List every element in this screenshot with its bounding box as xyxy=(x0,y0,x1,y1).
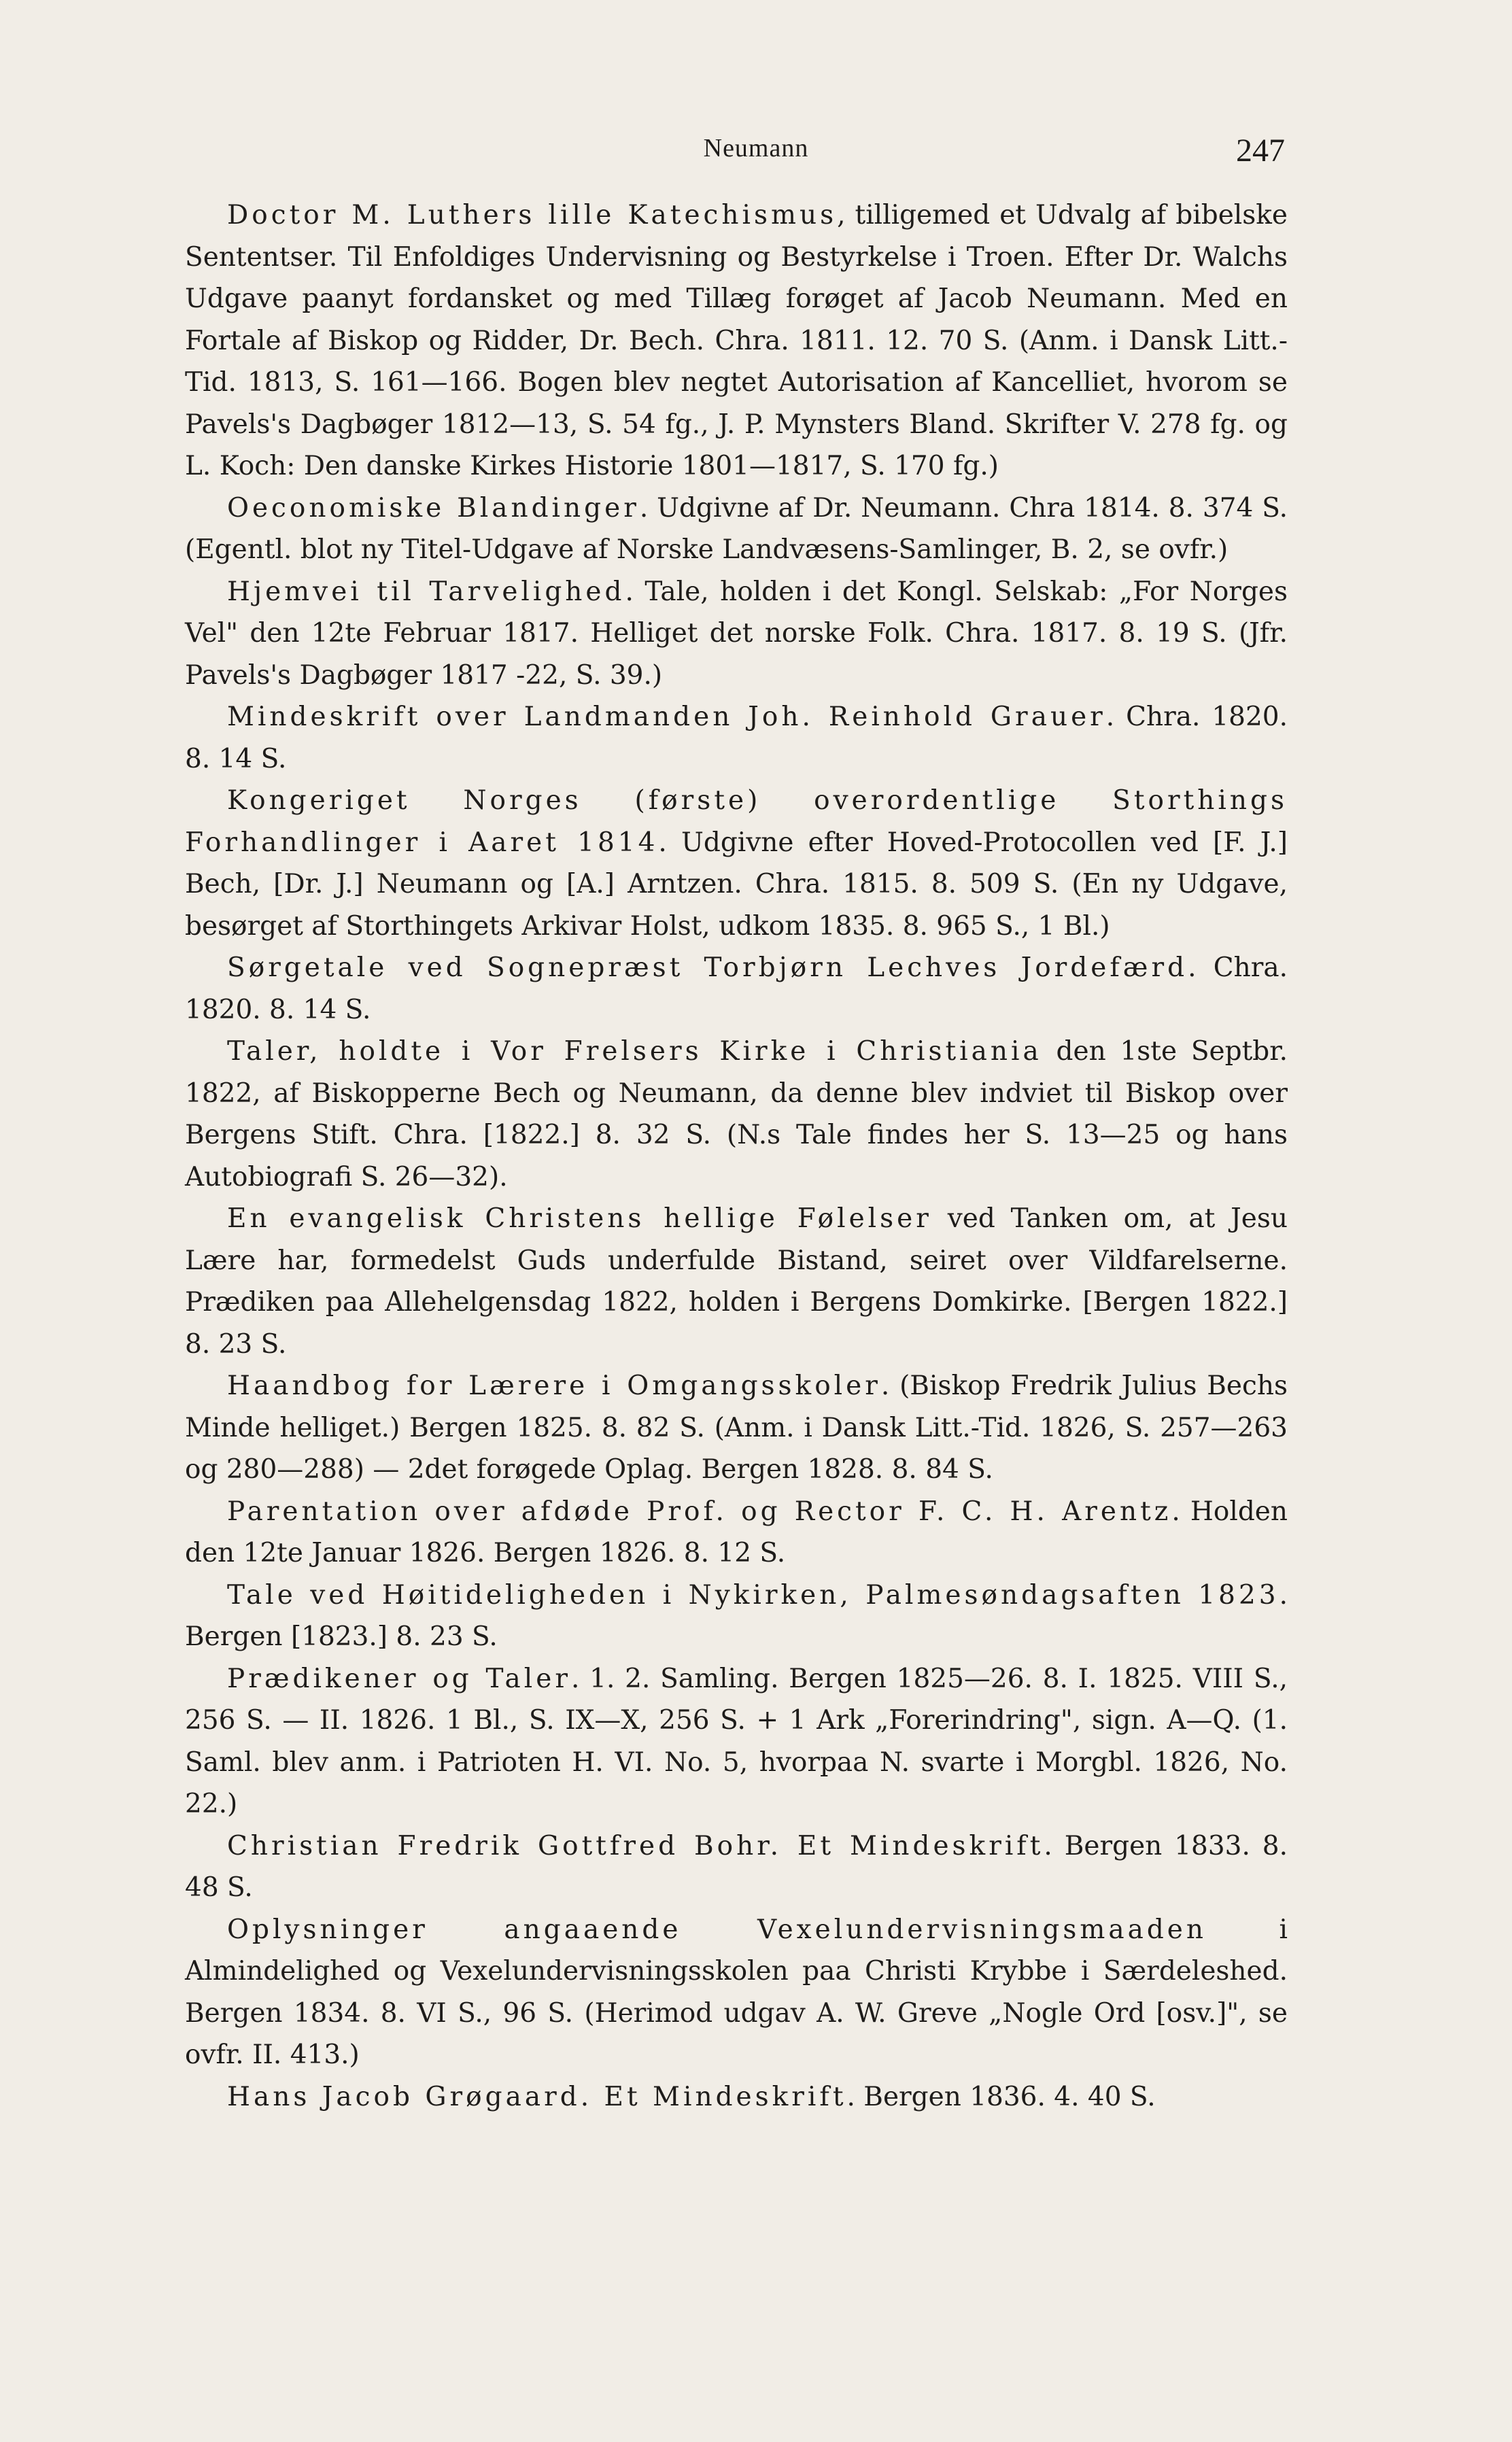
entry-title: Mindeskrift over Landmanden Joh. Reinhold Grauer xyxy=(227,702,1106,732)
entry-title: Christian Fredrik Gottfred Bohr. Et Mindeskrift xyxy=(227,1830,1044,1861)
entry-title: Sørgetale ved Sognepræst Torbjørn Lechves Jordefærd xyxy=(227,952,1188,983)
entry-title: Oeconomiske Blandinger xyxy=(227,492,640,523)
entry-title: Prædikener og Taler xyxy=(227,1663,571,1694)
entry-title: Oplysninger angaaende Vexelundervisningsmaaden xyxy=(227,1914,1207,1945)
entry-title: En evangelisk Christens hellige Følelser xyxy=(227,1203,932,1234)
entry-details: i Almindelighed og Vexelundervisningsskolen paa Christi Krybbe i Særdeleshed. Bergen 1834. 8. VI S., 96 S. (Herimod udgav A. W. Greve „Nogle Ord [osv.]", se ovfr. II. 413.) xyxy=(185,1914,1288,2070)
entry-details: den 1ste Septbr. 1822, af Biskopperne Bech og Neumann, da denne blev indviet til Biskop over Bergens Stift. Chra. [1822.] 8. 32 S. (N.s Tale findes her S. 13—25 og hans Autobiografi S. 26—32). xyxy=(185,1036,1288,1192)
entry-details: . Holden den 12te Januar 1826. Bergen 1826. 8. 12 S. xyxy=(185,1496,1288,1568)
bibliography-entry xyxy=(185,1198,1288,1365)
entry-details: . Udgivne efter Hoved-Protocollen ved [F. J.] Bech, [Dr. J.] Neumann og [A.] Arntzen. Chra. 1815. 8. 509 S. (En ny Udgave, besørget af Storthingets Arkivar Holst, udkom 1835. 8. 965 S., 1 Bl.) xyxy=(185,827,1288,942)
entry-details: ved Tanken om, at Jesu Lære har, formedelst Guds underfulde Bistand, seiret over Vildfarelserne. Prædiken paa Allehelgensdag 1822, holden i Bergens Domkirke. [Bergen 1822.] 8. 23 S. xyxy=(185,1203,1288,1360)
bibliography-entry xyxy=(185,1491,1288,1575)
entry-details: . (Biskop Fredrik Julius Bechs Minde helliget.) Bergen 1825. 8. 82 S. (Anm. i Dansk Litt.-Tid. 1826, S. 257—263 og 280—288) — 2det forøgede Oplag. Bergen 1828. 8. 84 S. xyxy=(185,1371,1288,1485)
bibliography-entry xyxy=(185,696,1288,780)
entry-title: Hjemvei til Tarvelighed xyxy=(227,576,625,607)
entry-title: Haandbog for Lærere i Omgangsskoler xyxy=(227,1371,881,1401)
entry-title: Hans Jacob Grøgaard. Et Mindeskrift xyxy=(227,2081,847,2112)
bibliography-entry xyxy=(185,487,1288,571)
entry-title: Parentation over afdøde Prof. og Rector F. C. H. Arentz xyxy=(227,1496,1172,1527)
bibliography-entry xyxy=(185,1825,1288,1909)
bibliography-entry xyxy=(185,2076,1288,2118)
entry-details: . Chra. 1820. 8. 14 S. xyxy=(185,702,1288,774)
entry-details: . 1. 2. Samling. Bergen 1825—26. 8. I. 1825. VIII S., 256 S. — II. 1826. 1 Bl., S. IX—X, 256 S. + 1 Ark „Forerindring", sign. A—Q. (1. Saml. blev anm. i Patrioten H. VI. No. 5, hvorpaa N. svarte i Morgbl. 1826, No. 22.) xyxy=(185,1663,1288,1819)
bibliography-entry xyxy=(185,1365,1288,1491)
bibliography-entry xyxy=(185,1031,1288,1198)
running-head: Neumann xyxy=(703,134,809,162)
entry-details: . Bergen 1833. 8. 48 S. xyxy=(185,1830,1288,1903)
entry-details: . Tale, holden i det Kongl. Selskab: „For Norges Vel" den 12te Februar 1817. Helliget det norske Folk. Chra. 1817. 8. 19 S. (Jfr. Pavels's Dagbøger 1817 -22, S. 39.) xyxy=(185,576,1288,691)
bibliography-entry xyxy=(185,1658,1288,1825)
bibliography-list xyxy=(185,194,1288,2118)
entry-details: . Bergen [1823.] 8. 23 S. xyxy=(185,1579,1288,1652)
entry-title: Taler, holdte i Vor Frelsers Kirke i Christiania xyxy=(227,1036,1042,1067)
bibliography-entry xyxy=(185,1909,1288,2076)
entry-details: . Chra. 1820. 8. 14 S. xyxy=(185,952,1288,1025)
bibliography-entry xyxy=(185,1575,1288,1658)
bibliography-entry xyxy=(185,194,1288,487)
bibliography-entry xyxy=(185,571,1288,697)
entry-details: . Udgivne af Dr. Neumann. Chra 1814. 8. 374 S. (Egentl. blot ny Titel-Udgave af Norske Landvæsens-Samlinger, B. 2, se ovfr.) xyxy=(185,492,1288,565)
entry-title: Tale ved Høitideligheden i Nykirken, Palmesøndagsaften 1823 xyxy=(227,1579,1279,1611)
entry-title: Doctor M. Luthers lille Katechismus xyxy=(227,200,838,230)
page-number: 247 xyxy=(1236,133,1285,169)
entry-details: . Bergen 1836. 4. 40 S. xyxy=(846,2081,1156,2112)
entry-title: Kongeriget Norges (første) overordentlige Storthings Forhandlinger i Aaret 1814 xyxy=(185,785,1288,858)
bibliography-entry xyxy=(185,780,1288,947)
bibliography-entry xyxy=(185,947,1288,1031)
entry-details: , tilligemed et Udvalg af bibelske Sententser. Til Enfoldiges Undervisning og Bestyrkelse i Troen. Efter Dr. Walchs Udgave paanyt fordansket og med Tillæg forøget af Jacob Neumann. Med en Fortale af Biskop og Ridder, Dr. Bech. Chra. 1811. 12. 70 S. (Anm. i Dansk Litt.-Tid. 1813, S. 161—166. Bogen blev negtet Autorisation af Kancelliet, hvorom se Pavels's Dagbøger 1812—13, S. 54 fg., J. P. Mynsters Bland. Skrifter V. 278 fg. og L. Koch: Den danske Kirkes Historie 1801—1817, S. 170 fg.) xyxy=(185,200,1288,481)
